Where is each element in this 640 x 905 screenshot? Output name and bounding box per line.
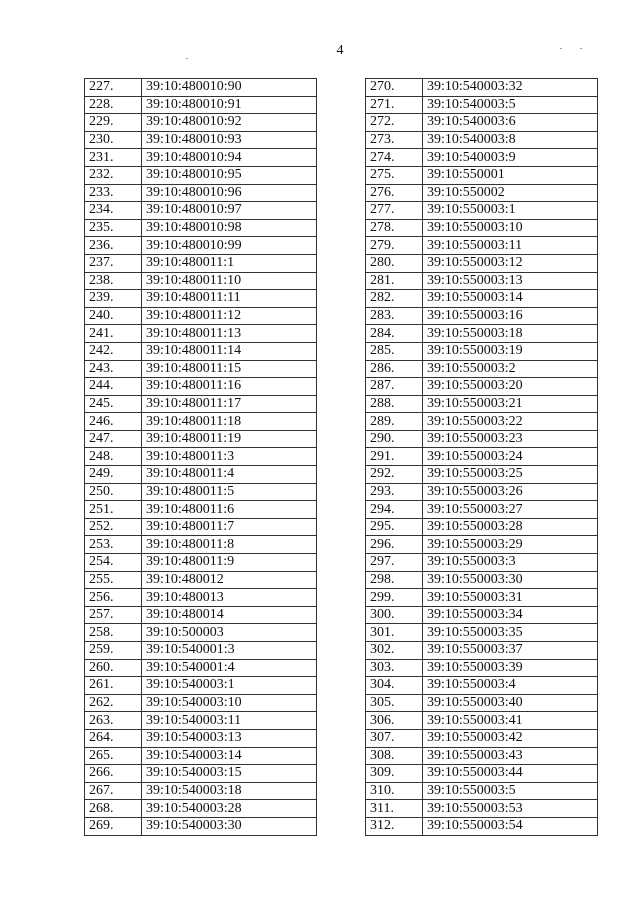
table-row	[366, 149, 598, 167]
row-number: 239.	[85, 290, 142, 308]
row-number: 236.	[85, 237, 142, 255]
cadastral-number: 39:10:480011:11	[142, 290, 317, 308]
cadastral-number: 39:10:480011:8	[142, 536, 317, 554]
cadastral-number: 39:10:540003:11	[142, 712, 317, 730]
table-row	[85, 694, 317, 712]
table-row	[85, 712, 317, 730]
table-body-right	[366, 79, 598, 836]
table-row	[85, 501, 317, 519]
row-number: 235.	[85, 219, 142, 237]
cadastral-number: 39:10:550003:24	[423, 448, 598, 466]
cadastral-number: 39:10:540003:15	[142, 765, 317, 783]
row-number: 253.	[85, 536, 142, 554]
cadastral-number: 39:10:550003:42	[423, 729, 598, 747]
cadastral-number: 39:10:540003:1	[142, 677, 317, 695]
table-row	[85, 290, 317, 308]
table-row	[366, 765, 598, 783]
cadastral-number: 39:10:480010:95	[142, 166, 317, 184]
row-number: 284.	[366, 325, 423, 343]
row-number: 309.	[366, 765, 423, 783]
row-number: 256.	[85, 589, 142, 607]
row-number: 231.	[85, 149, 142, 167]
row-number: 228.	[85, 96, 142, 114]
row-number: 280.	[366, 254, 423, 272]
cadastral-number: 39:10:480011:14	[142, 342, 317, 360]
cadastral-number: 39:10:480014	[142, 606, 317, 624]
table-row	[366, 307, 598, 325]
table-row	[366, 466, 598, 484]
cadastral-number: 39:10:480010:99	[142, 237, 317, 255]
table-row	[85, 624, 317, 642]
table-row	[366, 430, 598, 448]
cadastral-number: 39:10:540001:4	[142, 659, 317, 677]
table-row	[366, 729, 598, 747]
table-row	[366, 659, 598, 677]
table-row	[366, 254, 598, 272]
row-number: 230.	[85, 131, 142, 149]
row-number: 248.	[85, 448, 142, 466]
row-number: 270.	[366, 79, 423, 97]
table-row	[366, 360, 598, 378]
cadastral-number: 39:10:540003:14	[142, 747, 317, 765]
cadastral-number: 39:10:550001	[423, 166, 598, 184]
scan-speck	[186, 58, 188, 59]
table-row	[85, 114, 317, 132]
scan-speck	[560, 48, 562, 49]
row-number: 273.	[366, 131, 423, 149]
table-row	[85, 254, 317, 272]
row-number: 260.	[85, 659, 142, 677]
cadastral-number: 39:10:550003:37	[423, 642, 598, 660]
row-number: 297.	[366, 554, 423, 572]
table-row	[366, 536, 598, 554]
cadastral-number: 39:10:540003:10	[142, 694, 317, 712]
table-row	[85, 606, 317, 624]
table-row	[85, 448, 317, 466]
row-number: 308.	[366, 747, 423, 765]
cadastral-number: 39:10:480011:17	[142, 395, 317, 413]
cadastral-number: 39:10:480011:3	[142, 448, 317, 466]
row-number: 261.	[85, 677, 142, 695]
cadastral-number: 39:10:550003:13	[423, 272, 598, 290]
table-row	[85, 642, 317, 660]
row-number: 246.	[85, 413, 142, 431]
table-row	[366, 96, 598, 114]
row-number: 247.	[85, 430, 142, 448]
cadastral-number: 39:10:500003	[142, 624, 317, 642]
cadastral-number: 39:10:540003:6	[423, 114, 598, 132]
cadastral-number: 39:10:550003:26	[423, 483, 598, 501]
row-number: 312.	[366, 817, 423, 835]
table-row	[366, 518, 598, 536]
table-row	[366, 290, 598, 308]
table-row	[366, 501, 598, 519]
row-number: 267.	[85, 782, 142, 800]
row-number: 244.	[85, 378, 142, 396]
table-row	[366, 395, 598, 413]
cadastral-number: 39:10:550003:4	[423, 677, 598, 695]
row-number: 259.	[85, 642, 142, 660]
cadastral-number: 39:10:550003:22	[423, 413, 598, 431]
cadastral-number: 39:10:480010:91	[142, 96, 317, 114]
row-number: 303.	[366, 659, 423, 677]
cadastral-number: 39:10:480010:92	[142, 114, 317, 132]
row-number: 242.	[85, 342, 142, 360]
cadastral-number: 39:10:540003:13	[142, 729, 317, 747]
cadastral-number: 39:10:480011:18	[142, 413, 317, 431]
table-row	[85, 747, 317, 765]
row-number: 279.	[366, 237, 423, 255]
row-number: 232.	[85, 166, 142, 184]
table-row	[85, 342, 317, 360]
row-number: 289.	[366, 413, 423, 431]
cadastral-number: 39:10:550003:5	[423, 782, 598, 800]
cadastral-number: 39:10:480011:6	[142, 501, 317, 519]
cadastral-number: 39:10:540003:8	[423, 131, 598, 149]
cadastral-number: 39:10:550003:3	[423, 554, 598, 572]
cadastral-number: 39:10:480011:9	[142, 554, 317, 572]
row-number: 285.	[366, 342, 423, 360]
row-number: 249.	[85, 466, 142, 484]
table-row	[85, 202, 317, 220]
cadastral-number: 39:10:550003:54	[423, 817, 598, 835]
table-row	[85, 325, 317, 343]
table-row	[85, 149, 317, 167]
row-number: 302.	[366, 642, 423, 660]
table-row	[366, 554, 598, 572]
row-number: 264.	[85, 729, 142, 747]
scan-speck	[580, 48, 582, 49]
row-number: 305.	[366, 694, 423, 712]
cadastral-number: 39:10:550003:43	[423, 747, 598, 765]
row-number: 292.	[366, 466, 423, 484]
cadastral-number: 39:10:550003:2	[423, 360, 598, 378]
table-row	[366, 694, 598, 712]
table-row	[85, 184, 317, 202]
table-row	[366, 131, 598, 149]
row-number: 276.	[366, 184, 423, 202]
row-number: 254.	[85, 554, 142, 572]
cadastral-number: 39:10:480011:19	[142, 430, 317, 448]
cadastral-number: 39:10:550003:1	[423, 202, 598, 220]
table-row	[85, 536, 317, 554]
cadastral-number: 39:10:480011:7	[142, 518, 317, 536]
row-number: 227.	[85, 79, 142, 97]
table-row	[366, 571, 598, 589]
row-number: 274.	[366, 149, 423, 167]
cadastral-number: 39:10:550003:53	[423, 800, 598, 818]
cadastral-number: 39:10:550003:10	[423, 219, 598, 237]
cadastral-number: 39:10:550003:23	[423, 430, 598, 448]
table-row	[85, 659, 317, 677]
row-number: 277.	[366, 202, 423, 220]
table-row	[366, 79, 598, 97]
row-number: 258.	[85, 624, 142, 642]
cadastral-number: 39:10:480010:90	[142, 79, 317, 97]
table-row	[366, 448, 598, 466]
row-number: 275.	[366, 166, 423, 184]
table-row	[85, 765, 317, 783]
cadastral-number: 39:10:480010:96	[142, 184, 317, 202]
row-number: 291.	[366, 448, 423, 466]
table-row	[366, 184, 598, 202]
table-row	[85, 219, 317, 237]
cadastral-number: 39:10:540003:32	[423, 79, 598, 97]
row-number: 311.	[366, 800, 423, 818]
cadastral-number: 39:10:480013	[142, 589, 317, 607]
table-row	[366, 782, 598, 800]
table-body-left	[85, 79, 317, 836]
row-number: 237.	[85, 254, 142, 272]
table-row	[366, 606, 598, 624]
row-number: 250.	[85, 483, 142, 501]
cadastral-number: 39:10:550002	[423, 184, 598, 202]
table-row	[366, 624, 598, 642]
cadastral-number: 39:10:550003:25	[423, 466, 598, 484]
cadastral-number: 39:10:550003:40	[423, 694, 598, 712]
row-number: 288.	[366, 395, 423, 413]
row-number: 263.	[85, 712, 142, 730]
row-number: 296.	[366, 536, 423, 554]
row-number: 238.	[85, 272, 142, 290]
table-row	[85, 166, 317, 184]
row-number: 262.	[85, 694, 142, 712]
row-number: 286.	[366, 360, 423, 378]
row-number: 241.	[85, 325, 142, 343]
table-row	[85, 466, 317, 484]
row-number: 234.	[85, 202, 142, 220]
row-number: 283.	[366, 307, 423, 325]
table-row	[366, 325, 598, 343]
row-number: 287.	[366, 378, 423, 396]
table-row	[85, 413, 317, 431]
row-number: 272.	[366, 114, 423, 132]
cadastral-number: 39:10:550003:19	[423, 342, 598, 360]
table-row	[85, 483, 317, 501]
table-row	[85, 571, 317, 589]
table-row	[366, 166, 598, 184]
table-row	[366, 642, 598, 660]
cadastral-number: 39:10:550003:34	[423, 606, 598, 624]
cadastral-number: 39:10:550003:18	[423, 325, 598, 343]
cadastral-number: 39:10:540003:18	[142, 782, 317, 800]
table-row	[366, 114, 598, 132]
row-number: 298.	[366, 571, 423, 589]
cadastral-number: 39:10:550003:35	[423, 624, 598, 642]
cadastral-number: 39:10:550003:29	[423, 536, 598, 554]
table-row	[85, 589, 317, 607]
table-row	[366, 712, 598, 730]
cadastral-number: 39:10:480011:5	[142, 483, 317, 501]
cadastral-number: 39:10:550003:21	[423, 395, 598, 413]
cadastral-number: 39:10:540003:5	[423, 96, 598, 114]
cadastral-number: 39:10:480010:97	[142, 202, 317, 220]
cadastral-number: 39:10:480011:12	[142, 307, 317, 325]
cadastral-number: 39:10:550003:16	[423, 307, 598, 325]
cadastral-number: 39:10:480011:10	[142, 272, 317, 290]
row-number: 233.	[85, 184, 142, 202]
table-row	[85, 554, 317, 572]
cadastral-number: 39:10:480011:16	[142, 378, 317, 396]
cadastral-number: 39:10:480010:93	[142, 131, 317, 149]
row-number: 269.	[85, 817, 142, 835]
row-number: 268.	[85, 800, 142, 818]
row-number: 240.	[85, 307, 142, 325]
cadastral-number: 39:10:540003:9	[423, 149, 598, 167]
table-row	[366, 202, 598, 220]
cadastral-number: 39:10:550003:12	[423, 254, 598, 272]
cadastral-number: 39:10:550003:30	[423, 571, 598, 589]
cadastral-number: 39:10:550003:28	[423, 518, 598, 536]
cadastral-number: 39:10:550003:11	[423, 237, 598, 255]
row-number: 257.	[85, 606, 142, 624]
table-row	[85, 518, 317, 536]
cadastral-number: 39:10:480012	[142, 571, 317, 589]
row-number: 229.	[85, 114, 142, 132]
page-number: 4	[336, 43, 344, 58]
row-number: 306.	[366, 712, 423, 730]
table-row	[366, 483, 598, 501]
table-row	[366, 817, 598, 835]
row-number: 294.	[366, 501, 423, 519]
table-row	[85, 430, 317, 448]
cadastral-number: 39:10:550003:20	[423, 378, 598, 396]
row-number: 307.	[366, 729, 423, 747]
table-row	[85, 395, 317, 413]
row-number: 290.	[366, 430, 423, 448]
row-number: 282.	[366, 290, 423, 308]
cadastral-number: 39:10:480011:13	[142, 325, 317, 343]
row-number: 301.	[366, 624, 423, 642]
row-number: 245.	[85, 395, 142, 413]
table-row	[85, 817, 317, 835]
table-row	[85, 677, 317, 695]
row-number: 304.	[366, 677, 423, 695]
cadastral-number: 39:10:550003:39	[423, 659, 598, 677]
table-row	[85, 131, 317, 149]
cadastral-number: 39:10:550003:27	[423, 501, 598, 519]
cadastral-number: 39:10:480010:94	[142, 149, 317, 167]
table-row	[85, 360, 317, 378]
row-number: 243.	[85, 360, 142, 378]
cadastral-number: 39:10:550003:31	[423, 589, 598, 607]
cadastral-number: 39:10:550003:41	[423, 712, 598, 730]
cadastral-number: 39:10:550003:44	[423, 765, 598, 783]
cadastral-table-right	[365, 78, 598, 836]
table-row	[85, 237, 317, 255]
row-number: 281.	[366, 272, 423, 290]
table-row	[366, 677, 598, 695]
row-number: 255.	[85, 571, 142, 589]
cadastral-number: 39:10:480011:4	[142, 466, 317, 484]
cadastral-number: 39:10:550003:14	[423, 290, 598, 308]
table-row	[366, 219, 598, 237]
row-number: 278.	[366, 219, 423, 237]
row-number: 310.	[366, 782, 423, 800]
table-row	[85, 782, 317, 800]
table-row	[366, 237, 598, 255]
table-row	[85, 272, 317, 290]
table-row	[85, 79, 317, 97]
table-row	[366, 342, 598, 360]
row-number: 266.	[85, 765, 142, 783]
cadastral-number: 39:10:540003:30	[142, 817, 317, 835]
cadastral-table-left	[84, 78, 317, 836]
table-row	[366, 378, 598, 396]
table-row	[85, 800, 317, 818]
row-number: 252.	[85, 518, 142, 536]
row-number: 271.	[366, 96, 423, 114]
row-number: 300.	[366, 606, 423, 624]
cadastral-number: 39:10:540001:3	[142, 642, 317, 660]
table-row	[366, 589, 598, 607]
row-number: 265.	[85, 747, 142, 765]
table-row	[85, 378, 317, 396]
table-row	[366, 747, 598, 765]
table-row	[366, 413, 598, 431]
cadastral-number: 39:10:540003:28	[142, 800, 317, 818]
cadastral-number: 39:10:480010:98	[142, 219, 317, 237]
table-row	[85, 729, 317, 747]
table-row	[85, 307, 317, 325]
cadastral-number: 39:10:480011:1	[142, 254, 317, 272]
cadastral-number: 39:10:480011:15	[142, 360, 317, 378]
table-row	[366, 272, 598, 290]
table-row	[85, 96, 317, 114]
table-row	[366, 800, 598, 818]
row-number: 251.	[85, 501, 142, 519]
row-number: 293.	[366, 483, 423, 501]
row-number: 299.	[366, 589, 423, 607]
row-number: 295.	[366, 518, 423, 536]
